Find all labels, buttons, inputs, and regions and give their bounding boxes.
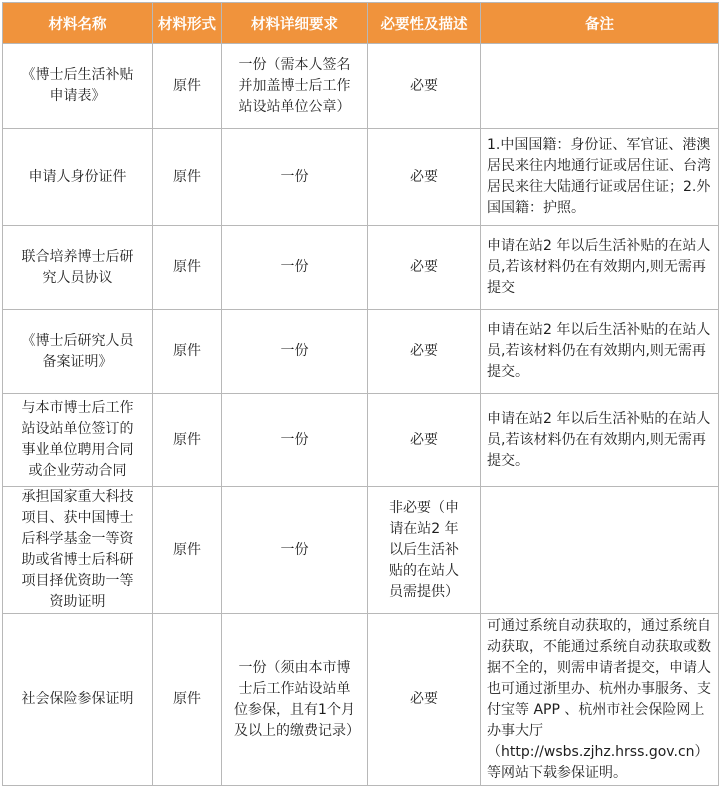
- necessity-cell: 必要: [368, 614, 481, 786]
- materials-table: [2, 2, 719, 786]
- material-name-cell: 申请人身份证件: [3, 129, 153, 226]
- header-material-detail: 材料详细要求: [222, 3, 368, 44]
- remark-cell: 申请在站2 年以后生活补贴的在站人员,若该材料仍在有效期内,则无需再提交。: [481, 310, 719, 394]
- remark-cell: [481, 44, 719, 129]
- material-form-cell: 原件: [153, 310, 222, 394]
- material-detail-cell: 一份: [222, 129, 368, 226]
- table-header-row: [3, 3, 719, 44]
- remark-cell: 申请在站2 年以后生活补贴的在站人员,若该材料仍在有效期内,则无需再提交。: [481, 394, 719, 487]
- material-name-cell: 承担国家重大科技项目、获中国博士后科学基金一等资助或省博士后科研项目择优资助一等资助证明: [3, 487, 153, 614]
- header-remark: 备注: [481, 3, 719, 44]
- header-material-form: 材料形式: [153, 3, 222, 44]
- material-form-cell: 原件: [153, 614, 222, 786]
- necessity-cell: 必要: [368, 44, 481, 129]
- material-detail-cell: 一份（须由本市博士后工作站设站单位参保，且有1个月及以上的缴费记录）: [222, 614, 368, 786]
- table-row: [3, 226, 719, 310]
- material-name-cell: 与本市博士后工作站设站单位签订的事业单位聘用合同或企业劳动合同: [3, 394, 153, 487]
- table-row: [3, 44, 719, 129]
- material-form-cell: 原件: [153, 487, 222, 614]
- header-necessity: 必要性及描述: [368, 3, 481, 44]
- remark-cell: 申请在站2 年以后生活补贴的在站人员,若该材料仍在有效期内,则无需再提交: [481, 226, 719, 310]
- material-form-cell: 原件: [153, 129, 222, 226]
- material-detail-cell: 一份: [222, 310, 368, 394]
- table-row: [3, 614, 719, 786]
- material-detail-cell: 一份: [222, 226, 368, 310]
- necessity-cell: 必要: [368, 226, 481, 310]
- table-row: [3, 394, 719, 487]
- header-material-name: 材料名称: [3, 3, 153, 44]
- necessity-cell: 必要: [368, 129, 481, 226]
- material-detail-cell: 一份: [222, 394, 368, 487]
- remark-cell: [481, 487, 719, 614]
- necessity-cell: 非必要（申请在站2 年以后生活补贴的在站人员需提供）: [368, 487, 481, 614]
- material-form-cell: 原件: [153, 44, 222, 129]
- necessity-cell: 必要: [368, 394, 481, 487]
- remark-cell: 1.中国国籍：身份证、军官证、港澳居民来往内地通行证或居住证、台湾居民来往大陆通行证或居住证；2.外国国籍：护照。: [481, 129, 719, 226]
- necessity-cell: 必要: [368, 310, 481, 394]
- table-row: [3, 310, 719, 394]
- material-name-cell: 《博士后研究人员备案证明》: [3, 310, 153, 394]
- remark-cell: 可通过系统自动获取的，通过系统自动获取，不能通过系统自动获取或数据不全的，则需申请者提交，申请人也可通过浙里办、杭州办事服务、支付宝等 APP 、杭州市社会保险网上办事大厅（http://wsbs.zjhz.hrss.gov.cn）等网站下载参保证明。: [481, 614, 719, 786]
- material-detail-cell: 一份（需本人签名并加盖博士后工作站设站单位公章）: [222, 44, 368, 129]
- material-name-cell: 《博士后生活补贴申请表》: [3, 44, 153, 129]
- table-row: [3, 487, 719, 614]
- material-name-cell: 联合培养博士后研究人员协议: [3, 226, 153, 310]
- table-row: [3, 129, 719, 226]
- material-detail-cell: 一份: [222, 487, 368, 614]
- material-form-cell: 原件: [153, 226, 222, 310]
- material-form-cell: 原件: [153, 394, 222, 487]
- material-name-cell: 社会保险参保证明: [3, 614, 153, 786]
